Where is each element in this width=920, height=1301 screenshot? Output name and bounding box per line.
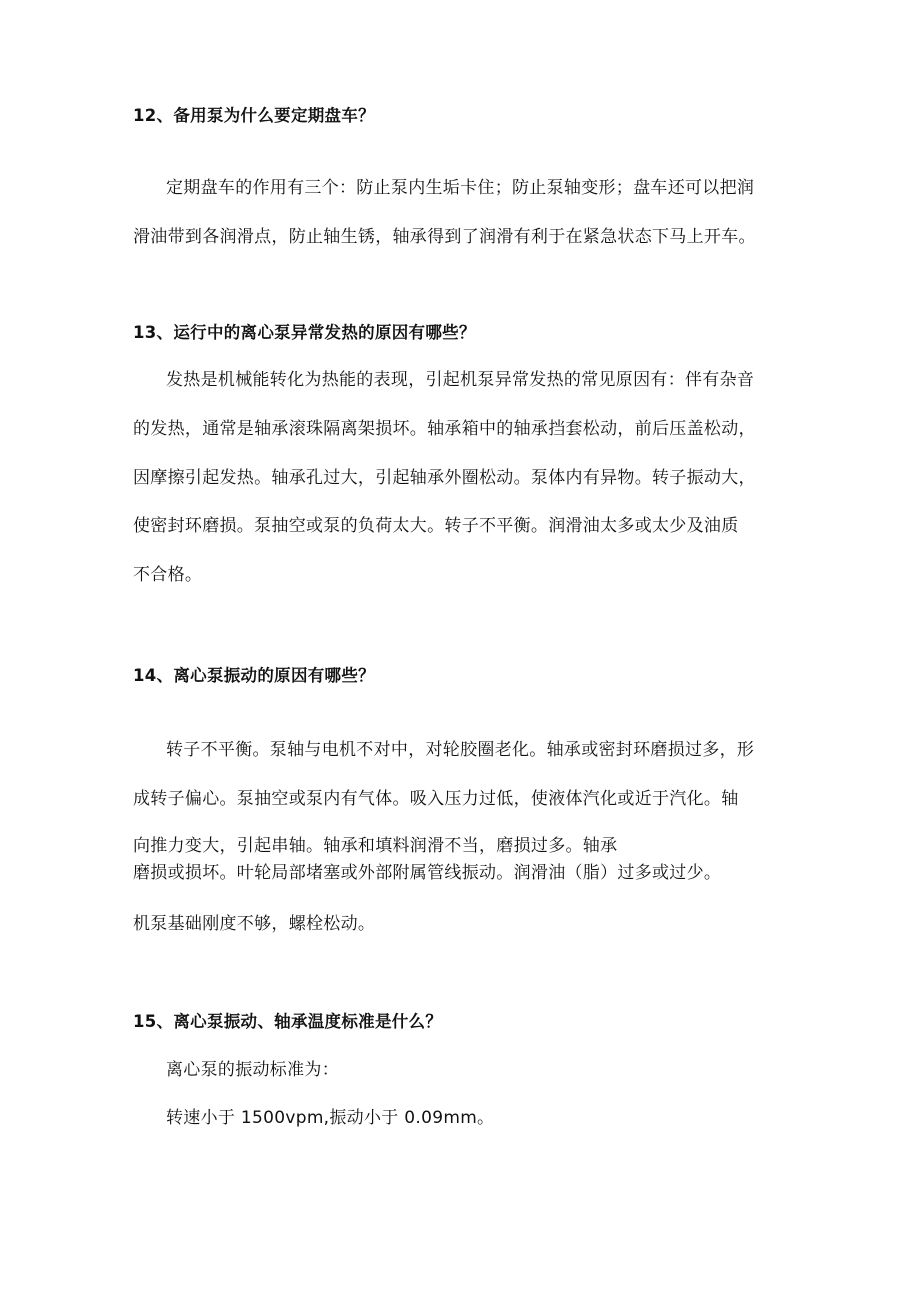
paragraph-line: 不合格。 — [133, 565, 203, 585]
heading-q12: 12、备用泵为什么要定期盘车？ — [133, 106, 375, 125]
paragraph-line: 转速小于 1500vpm,振动小于 0.09mm。 — [166, 1108, 495, 1128]
paragraph-line: 成转子偏心。泵抽空或泵内有气体。吸入压力过低，使液体汽化或近于汽化。轴 — [133, 789, 739, 809]
paragraph-line: 滑油带到各润滑点，防止轴生锈，轴承得到了润滑有利于在紧急状态下马上开车。 — [133, 227, 756, 247]
paragraph-line: 使密封环磨损。泵抽空或泵的负荷太大。转子不平衡。润滑油太多或太少及油质 — [133, 516, 739, 536]
paragraph-line: 发热是机械能转化为热能的表现，引起机泵异常发热的常见原因有：伴有杂音 — [166, 370, 755, 390]
paragraph-line: 机泵基础刚度不够，螺栓松动。 — [133, 914, 376, 934]
paragraph-line: 离心泵的振动标准为： — [166, 1060, 339, 1080]
paragraph-line: 磨损或损坏。叶轮局部堵塞或外部附属管线振动。润滑油（脂）过多或过少。 — [133, 863, 722, 883]
paragraph-line: 因摩擦引起发热。轴承孔过大，引起轴承外圈松动。泵体内有异物。转子振动大， — [133, 468, 756, 488]
heading-q13: 13、运行中的离心泵异常发热的原因有哪些？ — [133, 323, 476, 342]
paragraph-line: 向推力变大，引起串轴。轴承和填料润滑不当，磨损过多。轴承 — [133, 836, 618, 856]
paragraph-line: 定期盘车的作用有三个：防止泵内生垢卡住；防止泵轴变形；盘车还可以把润 — [166, 178, 755, 198]
paragraph-line: 的发热，通常是轴承滚珠隔离架损坏。轴承箱中的轴承挡套松动，前后压盖松动， — [133, 419, 756, 439]
paragraph-line: 转子不平衡。泵轴与电机不对中，对轮胶圈老化。轴承或密封环磨损过多，形 — [166, 740, 755, 760]
heading-q15: 15、离心泵振动、轴承温度标准是什么？ — [133, 1012, 443, 1031]
heading-q14: 14、离心泵振动的原因有哪些？ — [133, 666, 375, 685]
